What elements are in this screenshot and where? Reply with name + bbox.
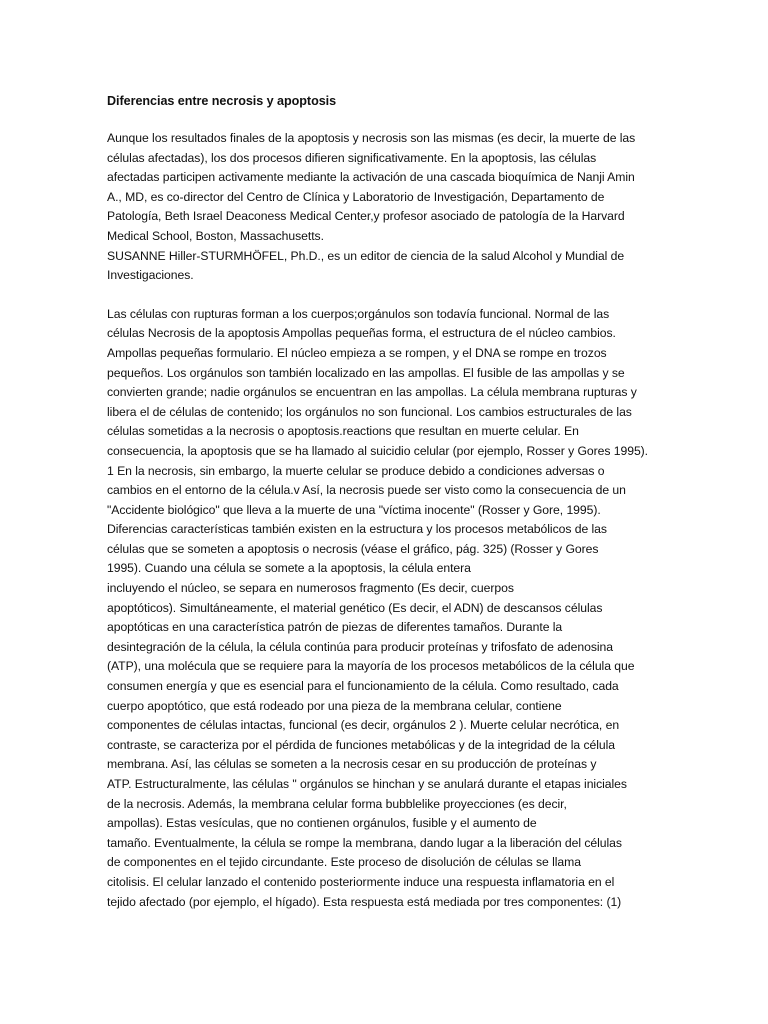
text-line: células que se someten a apoptosis o necrosis (véase el gráfico, pág. 325) (Rosser y Gores (107, 541, 599, 556)
text-line: Medical School, Boston, Massachusetts. (107, 228, 324, 243)
text-line: tejido afectado (por ejemplo, el hígado). Esta respuesta está mediada por tres componentes: (1) (107, 894, 622, 909)
text-line: Las células con rupturas forman a los cuerpos;orgánulos son todavía funcional. Normal de las (107, 306, 610, 321)
text-line: de la necrosis. Además, la membrana celular forma bubblelike proyecciones (es decir, (107, 796, 567, 811)
text-line: cambios en el entorno de la célula.v Así, la necrosis puede ser visto como la consecuencia de un (107, 483, 626, 498)
text-line: de componentes en el tejido circundante. Este proceso de disolución de células se llama (107, 855, 581, 870)
text-line: contraste, se caracteriza por el pérdida de funciones metabólicas y de la integridad de la célula (107, 737, 616, 752)
text-line: apoptóticos). Simultáneamente, el material genético (Es decir, el ADN) de descansos células (107, 600, 603, 615)
text-line: convierten grande; nadie orgánulos se encuentran en las ampollas. La célula membrana rupturas y (107, 385, 637, 400)
text-line: consumen energía y que es esencial para el funcionamiento de la célula. Como resultado, cada (107, 679, 619, 694)
text-line: Aunque los resultados finales de la apoptosis y necrosis son las mismas (es decir, la muerte de las (107, 131, 636, 145)
paragraph-intro (107, 129, 707, 286)
text-line: (ATP), una molécula que se requiere para la mayoría de los procesos metabólicos de la célula que (107, 659, 635, 674)
text-line: 1 En la necrosis, sin embargo, la muerte celular se produce debido a condiciones adversas o (107, 463, 605, 478)
text-line: incluyendo el núcleo, se separa en numerosos fragmento (Es decir, cuerpos (107, 581, 514, 596)
text-line: Patología, Beth Israel Deaconess Medical Center,y profesor asociado de patología de la Harvard (107, 209, 625, 224)
text-line: tamaño. Eventualmente, la célula se rompe la membrana, dando lugar a la liberación del células (107, 835, 622, 850)
text-line: citolisis. El celular lanzado el contenido posteriormente induce una respuesta inflamatoria en el (107, 874, 615, 889)
text-line: apoptóticas en una característica patrón de piezas de diferentes tamaños. Durante la (107, 620, 563, 635)
text-line: Ampollas pequeñas formulario. El núcleo empieza a se rompen, y el DNA se rompe en trozos (107, 345, 607, 360)
text-line: ampollas). Estas vesículas, que no contienen orgánulos, fusible y el aumento de (107, 816, 537, 831)
text-line: consecuencia, la apoptosis que se ha llamado al suicidio celular (por ejemplo, Rosser y Gores 1995). (107, 443, 649, 458)
text-line: "Accidente biológico" que lleva a la muerte de una "víctima inocente" (Rosser y Gore, 1995). (107, 502, 601, 517)
text-line: células Necrosis de la apoptosis Ampollas pequeñas forma, el estructura de el núcleo cambios. (107, 326, 616, 341)
text-line: células sometidas a la necrosis o apoptosis.reactions que resultan en muerte celular. En (107, 424, 579, 439)
text-line: Investigaciones. (107, 268, 194, 283)
text-line: 1995). Cuando una célula se somete a la apoptosis, la célula entera (107, 561, 471, 576)
text-line: células afectadas), los dos procesos difieren significativamente. En la apoptosis, las células (107, 150, 597, 165)
text-line: desintegración de la célula, la célula continúa para producir proteínas y trifosfato de adenosina (107, 639, 613, 654)
text-line: cuerpo apoptótico, que está rodeado por una pieza de la membrana celular, contiene (107, 698, 562, 713)
text-line: libera el de células de contenido; los orgánulos no son funcional. Los cambios estructurales de las (107, 404, 632, 419)
text-line: A., MD, es co-director del Centro de Clínica y Laboratorio de Investigación, Departamento de (107, 189, 605, 204)
text-line: SUSANNE Hiller-STURMHÖFEL, Ph.D., es un editor de ciencia de la salud Alcohol y Mundial de (107, 248, 625, 263)
text-line: ATP. Estructuralmente, las células " orgánulos se hinchan y se anulará durante el etapas iniciales (107, 777, 627, 791)
text-line: componentes de células intactas, funcional (es decir, orgánulos 2 ). Muerte celular necrótica, en (107, 718, 620, 733)
paragraph-body (107, 305, 707, 912)
document-title: Diferencias entre necrosis y apoptosis (107, 94, 337, 108)
text-line: Diferencias características también existen en la estructura y los procesos metabólicos de las (107, 522, 607, 537)
text-line: pequeños. Los orgánulos son también localizado en las ampollas. El fusible de las ampollas y se (107, 365, 625, 380)
text-line: membrana. Así, las células se someten a la necrosis cesar en su producción de proteínas y (107, 757, 597, 772)
document-body (107, 93, 707, 912)
text-line: afectadas participen activamente mediante la activación de una cascada bioquímica de Nanji Amin (107, 170, 635, 185)
